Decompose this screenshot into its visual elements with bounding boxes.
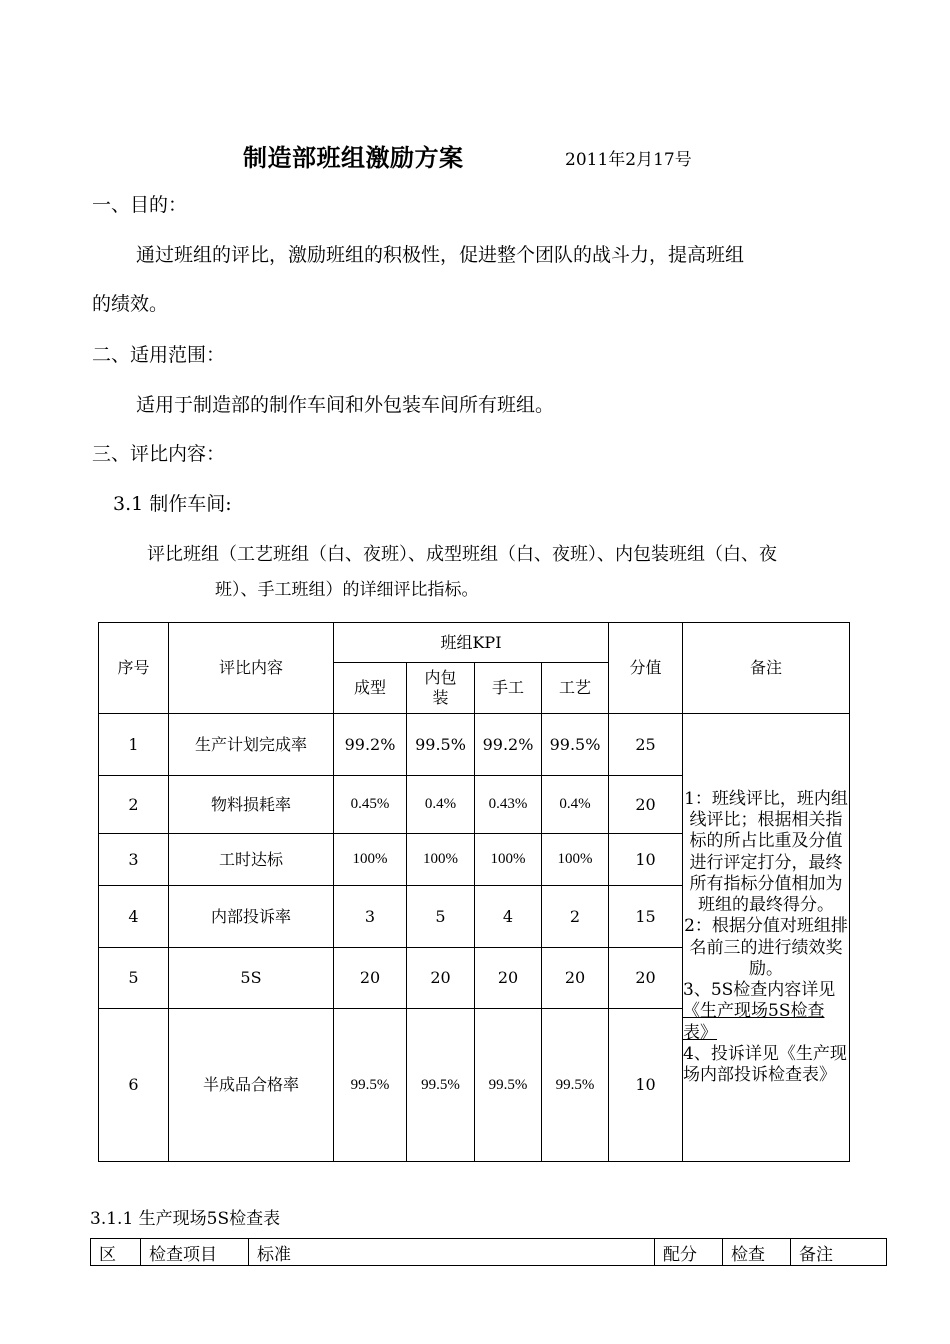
section3-desc-line1: 评比班组（工艺班组（白、夜班）、成型班组（白、夜班）、内包装班组（白、夜 (147, 544, 777, 565)
check-col-check: 检查 (723, 1239, 791, 1266)
remark-3-link[interactable]: 《生产现场5S检查表》 (683, 1001, 825, 1043)
row-item: 物料损耗率 (169, 776, 334, 834)
row-no: 3 (99, 834, 169, 886)
row-score: 20 (609, 776, 683, 834)
row-value: 0.43% (475, 776, 542, 834)
section1-heading: 一、目的： (92, 194, 188, 216)
row-value: 5 (407, 886, 475, 948)
row-value: 100% (475, 834, 542, 886)
section3-heading: 三、评比内容： (92, 443, 226, 465)
5s-check-table (90, 1238, 887, 1266)
document-title: 制造部班组激励方案 (243, 143, 464, 172)
section3-desc-line2: 班）、手工班组）的详细评比指标。 (215, 580, 479, 600)
row-no: 5 (99, 948, 169, 1009)
row-value: 4 (475, 886, 542, 948)
row-no: 4 (99, 886, 169, 948)
check-col-standard: 标准 (249, 1239, 655, 1266)
row-score: 10 (609, 1009, 683, 1162)
row-value: 100% (334, 834, 407, 886)
header-col-process: 工艺 (542, 663, 609, 714)
row-value: 99.5% (334, 1009, 407, 1162)
remark-4: 4、投诉详见《生产现场内部投诉检查表》 (683, 1043, 847, 1085)
row-value: 99.5% (542, 1009, 609, 1162)
header-col-handwork: 手工 (475, 663, 542, 714)
row-item: 工时达标 (169, 834, 334, 886)
row-score: 20 (609, 948, 683, 1009)
row-item: 5S (169, 948, 334, 1009)
section311-heading: 3.1.1 生产现场5S检查表 (90, 1209, 281, 1229)
row-value: 100% (407, 834, 475, 886)
row-value: 0.4% (542, 776, 609, 834)
row-value: 99.2% (475, 714, 542, 776)
row-value: 99.5% (407, 714, 475, 776)
row-score: 10 (609, 834, 683, 886)
header-note: 备注 (683, 623, 850, 714)
row-value: 100% (542, 834, 609, 886)
row-value: 99.5% (475, 1009, 542, 1162)
kpi-table (98, 622, 850, 1162)
header-no: 序号 (99, 623, 169, 714)
check-col-points: 配分 (655, 1239, 723, 1266)
remark-3-prefix: 3、5S检查内容详见 (683, 980, 836, 1000)
check-col-area: 区 (91, 1239, 141, 1266)
row-item: 半成品合格率 (169, 1009, 334, 1162)
remark-2: 2：根据分值对班组排名前三的进行绩效奖励。 (684, 916, 848, 979)
row-score: 25 (609, 714, 683, 776)
row-value: 20 (407, 948, 475, 1009)
section3-subheading: 3.1 制作车间: (113, 493, 232, 515)
row-item: 内部投诉率 (169, 886, 334, 948)
row-value: 3 (334, 886, 407, 948)
row-value: 99.2% (334, 714, 407, 776)
row-value: 2 (542, 886, 609, 948)
row-value: 0.45% (334, 776, 407, 834)
row-value: 20 (475, 948, 542, 1009)
row-no: 2 (99, 776, 169, 834)
document-date: 2011年2月17号 (565, 150, 692, 170)
section1-body-line2: 的绩效。 (92, 293, 169, 315)
check-col-remarks: 备注 (791, 1239, 887, 1266)
row-value: 0.4% (407, 776, 475, 834)
row-value: 99.5% (542, 714, 609, 776)
header-group-kpi: 班组KPI (334, 623, 609, 663)
header-col-inner-pack: 内包装 (407, 663, 475, 714)
remarks-cell (683, 714, 850, 1162)
header-score: 分值 (609, 623, 683, 714)
row-score: 15 (609, 886, 683, 948)
row-value: 20 (334, 948, 407, 1009)
check-col-item: 检查项目 (141, 1239, 249, 1266)
remark-1: 1：班线评比，班内组线评比；根据相关指标的所占比重及分值进行评定打分，最终所有指标分值相加为班组的最终得分。 (684, 788, 848, 915)
section1-body-line1: 通过班组的评比，激励班组的积极性，促进整个团队的战斗力，提高班组 (136, 244, 745, 266)
header-item: 评比内容 (169, 623, 334, 714)
row-value: 20 (542, 948, 609, 1009)
section2-body: 适用于制造部的制作车间和外包装车间所有班组。 (136, 394, 555, 416)
row-no: 6 (99, 1009, 169, 1162)
row-no: 1 (99, 714, 169, 776)
table-row (99, 714, 850, 776)
row-value: 99.5% (407, 1009, 475, 1162)
row-item: 生产计划完成率 (169, 714, 334, 776)
section2-heading: 二、适用范围： (92, 344, 226, 366)
header-col-forming: 成型 (334, 663, 407, 714)
